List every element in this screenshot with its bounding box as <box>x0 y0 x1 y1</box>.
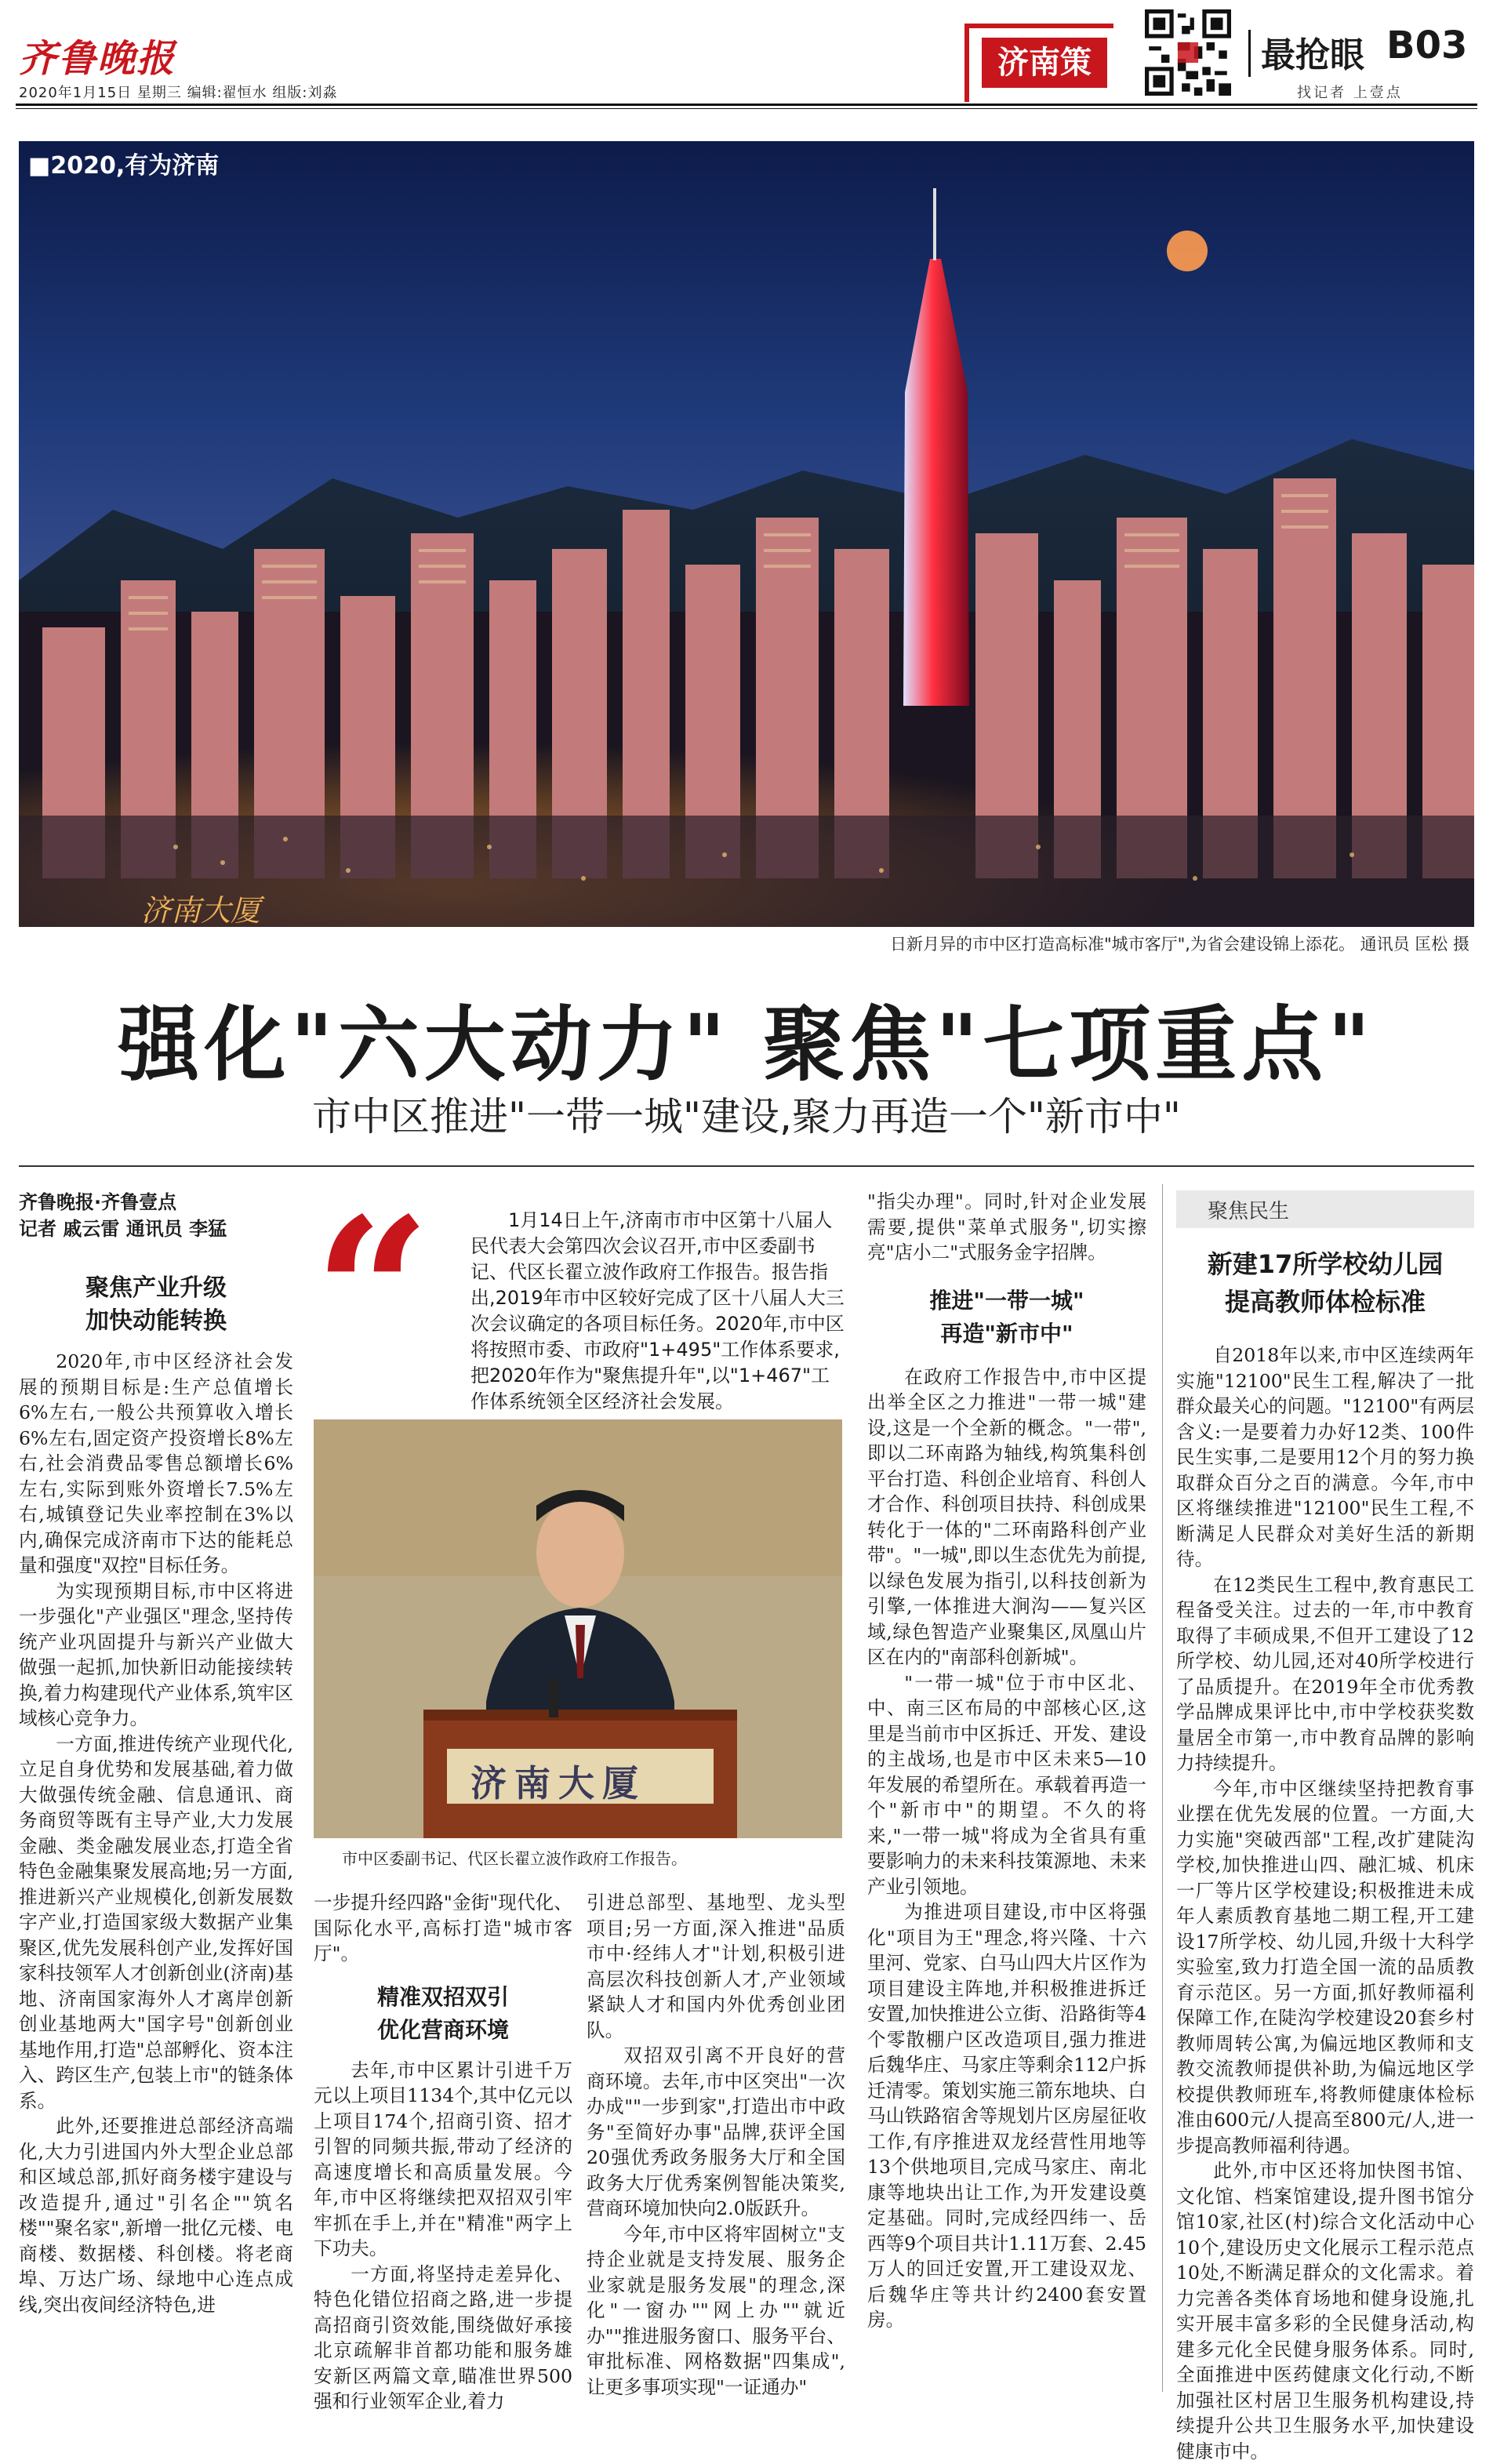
paragraph: 为实现预期目标,市中区将进一步强化"产业强区"理念,坚持传统产业巩固提升与新兴产业做大做强一起抓,加快新旧动能接续转换,着力构建现代产业体系,筑牢区域核心竞争力。 <box>19 1579 293 1729</box>
photo-kicker: ■2020,有为济南 <box>28 152 220 180</box>
col2-subtitle <box>314 1981 572 2047</box>
page-number: B03 <box>1386 24 1468 67</box>
photo-caption: 日新月异的市中区打造高标准"城市客厅",为省会建设锦上添花。 通讯员 匡松 摄 <box>889 935 1469 954</box>
masthead-logo: 齐鲁晚报 <box>19 37 176 81</box>
section-name: 最抢眼 <box>1261 35 1364 75</box>
col1-subtitle-line: 加快动能转换 <box>85 1307 227 1335</box>
headline-rule <box>19 1165 1474 1167</box>
portrait-caption: 市中区委副书记、代区长翟立波作政府工作报告。 <box>342 1849 687 1868</box>
byline-reporters: 记者 戚云雷 通讯员 李猛 <box>19 1218 227 1240</box>
paragraph: 在政府工作报告中,市中区提出举全区之力推进"一带一城"建设,这是一个全新的概念。"一带",即以二环南路为轴线,构筑集科创平台打造、科创企业培育、科创人才合作、科创项目扶持、科创成果转化于一体的"二环南路科创产业带"。"一城",即以生态优先为前提,以绿色发展为指引,以科技创新为引擎,一体推进大涧沟——复兴区域,绿色智造产业聚集区,凤凰山片区在内的"南部科创新城"。 <box>867 1365 1146 1668</box>
staff-line: 找记者 上壹点 <box>1297 85 1403 101</box>
podium-sign: 济南大厦 <box>470 1762 646 1804</box>
paragraph: 此外,市中区还将加快图书馆、文化馆、档案馆建设,提升图书馆分馆10家,社区(村)综合文化活动中心10个,建设历史文化展示工程示范点10处,不断满足群众的文化需求。着力完善各类体育场地和健身设施,扎实开展丰富多彩的全民健身活动,构建多元化全民健身服务体系。同时,全面推进中医药健康文化行动,不断加强社区村居卫生服务机构建设,持续提升公共卫生服务水平,加快建设健康市中。 <box>1176 2160 1474 2462</box>
header-divider <box>1248 30 1251 77</box>
sidebar-body <box>1176 1343 1474 2462</box>
sidebar-label <box>1176 1190 1474 1228</box>
byline-source: 齐鲁晚报·齐鲁壹点 <box>19 1191 177 1213</box>
headline: 强化"六大动力" 聚焦"七项重点" <box>118 997 1375 1092</box>
col4-subtitle <box>867 1285 1146 1350</box>
col1-subtitle <box>19 1272 293 1338</box>
sidebar-label-text: 聚焦民生 <box>1208 1200 1290 1223</box>
dateline: 2020年1月15日 星期三 编辑:翟恒水 组版:刘淼 <box>19 85 338 101</box>
building-sign: 济南大厦 <box>141 893 261 928</box>
paragraph: 在12类民生工程中,教育惠民工程备受关注。过去的一年,市中教育取得了丰硕成果,不但开工建设了12所学校、幼儿园,还对40所学校进行了品质提升。在2019年全市优秀教学品牌成果评比中,市中学校获奖数量居全市第一,市中教育品牌的影响力持续提升。 <box>1176 1573 1474 1774</box>
paragraph: 今年,市中区继续坚持把教育事业摆在优先发展的位置。一方面,大力实施"突破西部"工程,改扩建陡沟学校,加快推进山四、融汇城、机床一厂等片区学校建设;积极推进未成年人素质教育基地二期工程,开工建设17所学校、幼儿园,升级十大科学实验室,致力打造全国一流的品质教育示范区。另一方面,抓好教师福利保障工作,在陡沟学校建设20套乡村教师周转公寓,为偏远地区教师和支教交流教师提供补助,为偏远地区学校提供教师班车,将教师健康体检标准由600元/人提高至800元/人,进一步提高教师福利待遇。 <box>1176 1777 1474 2157</box>
col2-subtitle-line: 精准双招双引 <box>376 1983 509 2010</box>
paragraph: "指尖办理"。同时,针对企业发展需要,提供"菜单式服务",切实擦亮"店小二"式服务金字招牌。 <box>867 1190 1146 1263</box>
paragraph: 去年,市中区累计引进千万元以上项目1134个,其中亿元以上项目174个,招商引资、招才引智的同频共振,带动了经济的高速度增长和高质量发展。今年,市中区将继续把双招双引牢牢抓在手上,并在"精准"两字上下功夫。 <box>314 2059 572 2259</box>
col4-subtitle-line: 推进"一带一城" <box>929 1287 1084 1314</box>
column-2 <box>314 1890 572 2412</box>
section-tag: 济南策 <box>982 38 1107 88</box>
paragraph: 一步提升经四路"金街"现代化、国际化水平,高标打造"城市客厅"。 <box>314 1892 572 1964</box>
paragraph: 为推进项目建设,市中区将强化"项目为王"理念,将兴隆、十六里河、党家、白马山四大片区作为项目建设主阵地,并积极推进拆迁安置,加快推进公立街、沿路街等4个零散棚户区改造项目,强力推进后魏华庄、马家庄等剩余112户拆迁清零。策划实施三箭东地块、白马山铁路宿舍等规划片区房屋征收工作,有序推进双龙经营性用地等13个供地项目,完成马家庄、南北康等地块出让工作,为开发建设奠定基础。同时,完成经四纬一、岳西等9个项目共计1.11万套、2.45万人的回迁安置,开工建设双龙、后魏华庄等共计约2400套安置房。 <box>867 1901 1147 2331</box>
sidebar-title <box>1176 1245 1474 1321</box>
paragraph: 自2018年以来,市中区连续两年实施"12100"民生工程,解决了一批群众最关心的问题。"12100"有两层含义:一是要着力办好12类、100件民生实事,二是要用12个月的努力换取群众百分之百的满意。今年,市中区将继续推进"12100"民生工程,不断满足人民群众对美好生活的新期待。 <box>1176 1344 1474 1570</box>
byline <box>19 1189 227 1242</box>
sidebar-divider <box>1162 1184 1163 2392</box>
column-4 <box>867 1189 1146 2392</box>
paragraph: "一带一城"位于市中区北、中、南三区布局的中部核心区,这里是当前市中区拆迁、开发、建设的主战场,也是市中区未来5—10年发展的希望所在。承载着再造一个"新市中"的期望。不久的将来,"一带一城"将成为全省具有重要影响力的未来科技策源地、未来产业引领地。 <box>867 1671 1146 1898</box>
column-3 <box>587 1890 845 2398</box>
header-rule-thin <box>16 108 1477 109</box>
city-night-photo <box>19 141 1474 927</box>
quote-mark-icon: “ <box>314 1174 431 1413</box>
paragraph: 一方面,推进传统产业现代化,立足自身优势和发展基础,着力做大做强传统金融、信息通讯、商务商贸等既有主导产业,大力发展金融、类金融发展业态,打造全省特色金融集聚发展高地;另一方面,推进新兴产业规模化,创新发展数字产业,打造国家级大数据产业集聚区,优先发展科创产业,发挥好国家科技领军人才创新创业(济南)基地、济南国家海外人才离岸创新创业基地两大"国字号"创新创业基地作用,打造"总部孵化、资本注入、跨区生产,包装上市"的链条体系。 <box>19 1732 293 2112</box>
col4-subtitle-line: 再造"新市中" <box>940 1320 1073 1346</box>
sidebar-title-line: 提高教师体检标准 <box>1224 1287 1426 1317</box>
paragraph: 双招双引离不开良好的营商环境。去年,市中区突出"一次办成""一步到家",打造出市中政务"至简好办事"品牌,获评全国20强优秀政务服务大厅和全国政务大厅优秀案例智能决策奖,营商环境加快向2.0版跃升。 <box>587 2044 845 2219</box>
qr-code-icon <box>1145 9 1231 96</box>
header-rule <box>16 104 1477 106</box>
lead-paragraph: 1月14日上午,济南市市中区第十八届人民代表大会第四次会议召开,市中区委副书记、代区长翟立波作政府工作报告。报告指出,2019年市中区较好完成了区十八届人大三次会议确定的各项目标任务。2020年,市中区将按照市委、市政府"1+495"工作体系要求,把2020年作为"聚焦提升年",以"1+467"工作体系统领全区经济社会发展。 <box>470 1209 845 1412</box>
paragraph: 2020年,市中区经济社会发展的预期目标是:生产总值增长6%左右,一般公共预算收入增长6%左右,固定资产投资增长8%左右,社会消费品零售总额增长6%左右,实际到账外资增长7.5%左右,城镇登记失业率控制在3%以内,确保完成济南市下达的能耗总量和强度"双控"目标任务。 <box>19 1350 293 1576</box>
col2-subtitle-line: 优化营商环境 <box>376 2016 509 2043</box>
paragraph: 一方面,将坚持走差异化、特色化错位招商之路,进一步提高招商引资效能,围绕做好承接北京疏解非首都功能和服务雄安新区两篇文章,瞄准世界500强和行业领军企业,着力 <box>314 2262 572 2412</box>
sidebar-title-line: 新建17所学校幼儿园 <box>1207 1249 1444 1279</box>
paragraph: 此外,还要推进总部经济高端化,大力引进国内外大型企业总部和区域总部,抓好商务楼宇建设与改造提升,通过"引名企""筑名楼""聚名家",新增一批亿元楼、电商楼、数据楼、科创楼。将老商埠、万达广场、绿地中心连点成线,突出夜间经济特色,进 <box>19 2115 293 2316</box>
col1-subtitle-line: 聚焦产业升级 <box>85 1274 227 1302</box>
paragraph: 引进总部型、基地型、龙头型项目;另一方面,深入推进"品质市中·经纬人才"计划,积极引进高层次科技创新人才,产业领域紧缺人才和国内外优秀创业团队。 <box>587 1892 845 2041</box>
paragraph: 今年,市中区将牢固树立"支持企业就是支持发展、服务企业家就是服务发展"的理念,深化"一窗办""网上办""就近办""推进服务窗口、服务平台、审批标准、网格数据"四集成",让更多事项实现"一证通办" <box>587 2222 845 2398</box>
column-1 <box>19 1349 293 2392</box>
subheadline: 市中区推进"一带一城"建设,聚力再造一个"新市中" <box>312 1094 1181 1139</box>
